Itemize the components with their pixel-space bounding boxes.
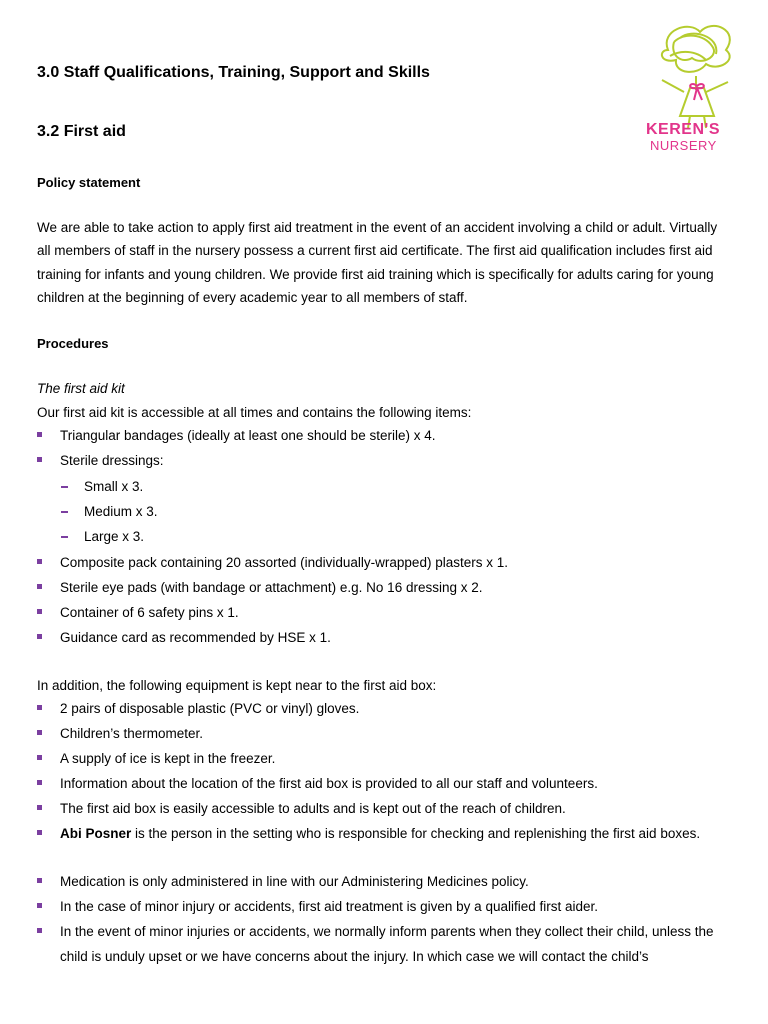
kit-item: Guidance card as recommended by HSE x 1. — [60, 630, 331, 645]
kit-item: Composite pack containing 20 assorted (individually-wrapped) plasters x 1. — [60, 555, 508, 570]
responsible-person-item — [60, 822, 730, 847]
policy-item: In the case of minor injury or accidents, first aid treatment is given by a qualified first aider. — [60, 899, 599, 914]
policy-paragraph: We are able to take action to apply first aid treatment in the event of an accident involving a child or adult. Virtually all members of staff in the nursery possess a current first aid certificate. The first aid qualification includes first aid training for infants and young children. We provide first aid training which is specifically for adults caring for young children at the beginning of every academic year to all members of staff. — [37, 220, 718, 305]
kit-item: Sterile dressings: — [60, 453, 164, 468]
bullet-icon — [37, 730, 42, 735]
bullet-icon — [37, 805, 42, 810]
dash-icon — [61, 486, 68, 488]
dash-icon — [61, 536, 68, 538]
bullet-icon — [37, 830, 42, 835]
bullet-icon — [37, 634, 42, 639]
responsible-person-name: Abi Posner — [60, 826, 132, 841]
bullet-icon — [37, 755, 42, 760]
bullet-icon — [37, 878, 42, 883]
kit-subitem: Medium x 3. — [84, 504, 158, 519]
procedures-heading: Procedures — [37, 336, 109, 351]
kit-item: Container of 6 safety pins x 1. — [60, 605, 239, 620]
kit-item: Triangular bandages (ideally at least one should be sterile) x 4. — [60, 428, 436, 443]
first-aid-kit-heading: The first aid kit — [37, 381, 125, 396]
bullet-icon — [37, 609, 42, 614]
equipment-item: A supply of ice is kept in the freezer. — [60, 751, 276, 766]
equipment-item: 2 pairs of disposable plastic (PVC or vinyl) gloves. — [60, 701, 360, 716]
equipment-item: The first aid box is easily accessible to adults and is kept out of the reach of children. — [60, 801, 566, 816]
bullet-icon — [37, 928, 42, 933]
equipment-intro: In addition, the following equipment is kept near to the first aid box: — [37, 678, 437, 693]
kit-subitem: Small x 3. — [84, 479, 144, 494]
bullet-icon — [37, 903, 42, 908]
section-title: 3.0 Staff Qualifications, Training, Support and Skills — [37, 64, 430, 81]
kit-item: Sterile eye pads (with bandage or attachment) e.g. No 16 dressing x 2. — [60, 580, 483, 595]
subsection-title: 3.2 First aid — [37, 123, 126, 140]
logo-text-kerens: KEREN'S — [646, 121, 720, 138]
equipment-item: Information about the location of the first aid box is provided to all our staff and volunteers. — [60, 776, 598, 791]
dash-icon — [61, 511, 68, 513]
nursery-logo — [640, 20, 748, 160]
policy-item: Medication is only administered in line with our Administering Medicines policy. — [60, 874, 529, 889]
bullet-icon — [37, 559, 42, 564]
bullet-icon — [37, 780, 42, 785]
equipment-item: Children’s thermometer. — [60, 726, 204, 741]
policy-heading: Policy statement — [37, 175, 141, 190]
policy-item: In the event of minor injuries or accidents, we normally inform parents when they collect their child, unless the child is unduly upset or we have concerns about the injury. In which case we will contact the child’s — [60, 924, 714, 964]
bullet-icon — [37, 457, 42, 462]
bullet-icon — [37, 584, 42, 589]
responsible-person-text: is the person in the setting who is responsible for checking and replenishing the first aid boxes. — [131, 826, 701, 841]
bullet-icon — [37, 432, 42, 437]
kit-subitem: Large x 3. — [84, 529, 145, 544]
logo-text-nursery: NURSERY — [650, 138, 717, 153]
kit-intro: Our first aid kit is accessible at all times and contains the following items: — [37, 405, 472, 420]
bullet-icon — [37, 705, 42, 710]
